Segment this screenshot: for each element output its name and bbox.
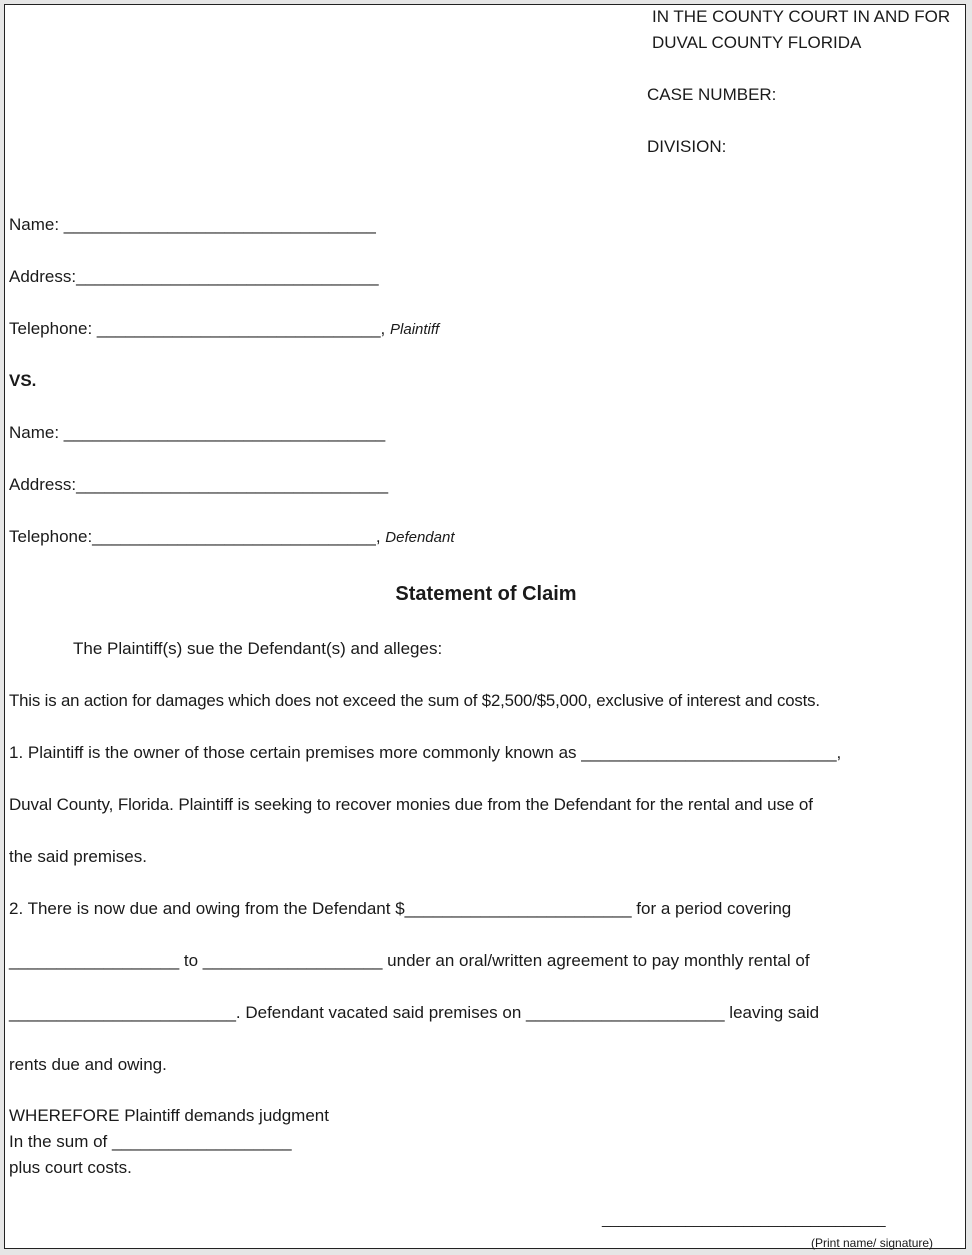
plaintiff-telephone-field[interactable]: Telephone: ______________________________, — [9, 319, 386, 338]
division-label: DIVISION: — [647, 137, 727, 156]
case-number-label: CASE NUMBER: — [647, 85, 777, 104]
plaintiff-role-label: Plaintiff — [390, 321, 440, 338]
paragraph-2-line-1[interactable]: 2. There is now due and owing from the Defendant $________________________ for a period covering — [9, 899, 792, 918]
signature-label: (Print name/ signature) — [811, 1236, 934, 1250]
paragraph-2-line-4: rents due and owing. — [9, 1055, 167, 1074]
versus-label: VS. — [9, 371, 37, 390]
claim-form-page — [4, 4, 966, 1249]
judgment-amount-field[interactable]: In the sum of ___________________ — [9, 1132, 292, 1151]
action-statement: This is an action for damages which does not exceed the sum of $2,500/$5,000, exclusive of interest and costs. — [9, 691, 820, 710]
signature-line[interactable]: __________________________________ — [602, 1211, 886, 1228]
paragraph-1-line-3: the said premises. — [9, 847, 147, 866]
plaintiff-address-field[interactable]: Address:________________________________ — [9, 267, 379, 286]
paragraph-2-line-2[interactable]: __________________ to ___________________ under an oral/written agreement to pay monthly rental of — [9, 951, 810, 970]
wherefore-line-1: WHEREFORE Plaintiff demands judgment — [9, 1106, 329, 1125]
plaintiff-name-field[interactable]: Name: _________________________________ — [9, 215, 376, 234]
defendant-name-field[interactable]: Name: __________________________________ — [9, 423, 386, 442]
wherefore-line-3: plus court costs. — [9, 1158, 132, 1177]
defendant-address-field[interactable]: Address:_________________________________ — [9, 475, 389, 494]
defendant-telephone-field[interactable]: Telephone:______________________________, — [9, 527, 381, 546]
plaintiff-telephone-row — [9, 319, 439, 340]
intro-paragraph: The Plaintiff(s) sue the Defendant(s) and alleges: — [73, 639, 443, 658]
court-heading-line1: IN THE COUNTY COURT IN AND FOR — [652, 7, 951, 26]
defendant-telephone-row — [9, 527, 455, 548]
paragraph-2-line-3[interactable]: ________________________. Defendant vacated said premises on _____________________ leaving said — [9, 1003, 820, 1022]
paragraph-1-line-2: Duval County, Florida. Plaintiff is seeking to recover monies due from the Defendant for the rental and use of — [9, 795, 813, 814]
paragraph-1-line-1[interactable]: 1. Plaintiff is the owner of those certain premises more commonly known as ___________________________, — [9, 743, 842, 762]
court-heading-line2: DUVAL COUNTY FLORIDA — [652, 33, 862, 52]
defendant-role-label: Defendant — [385, 529, 455, 546]
page-title: Statement of Claim — [395, 583, 577, 605]
